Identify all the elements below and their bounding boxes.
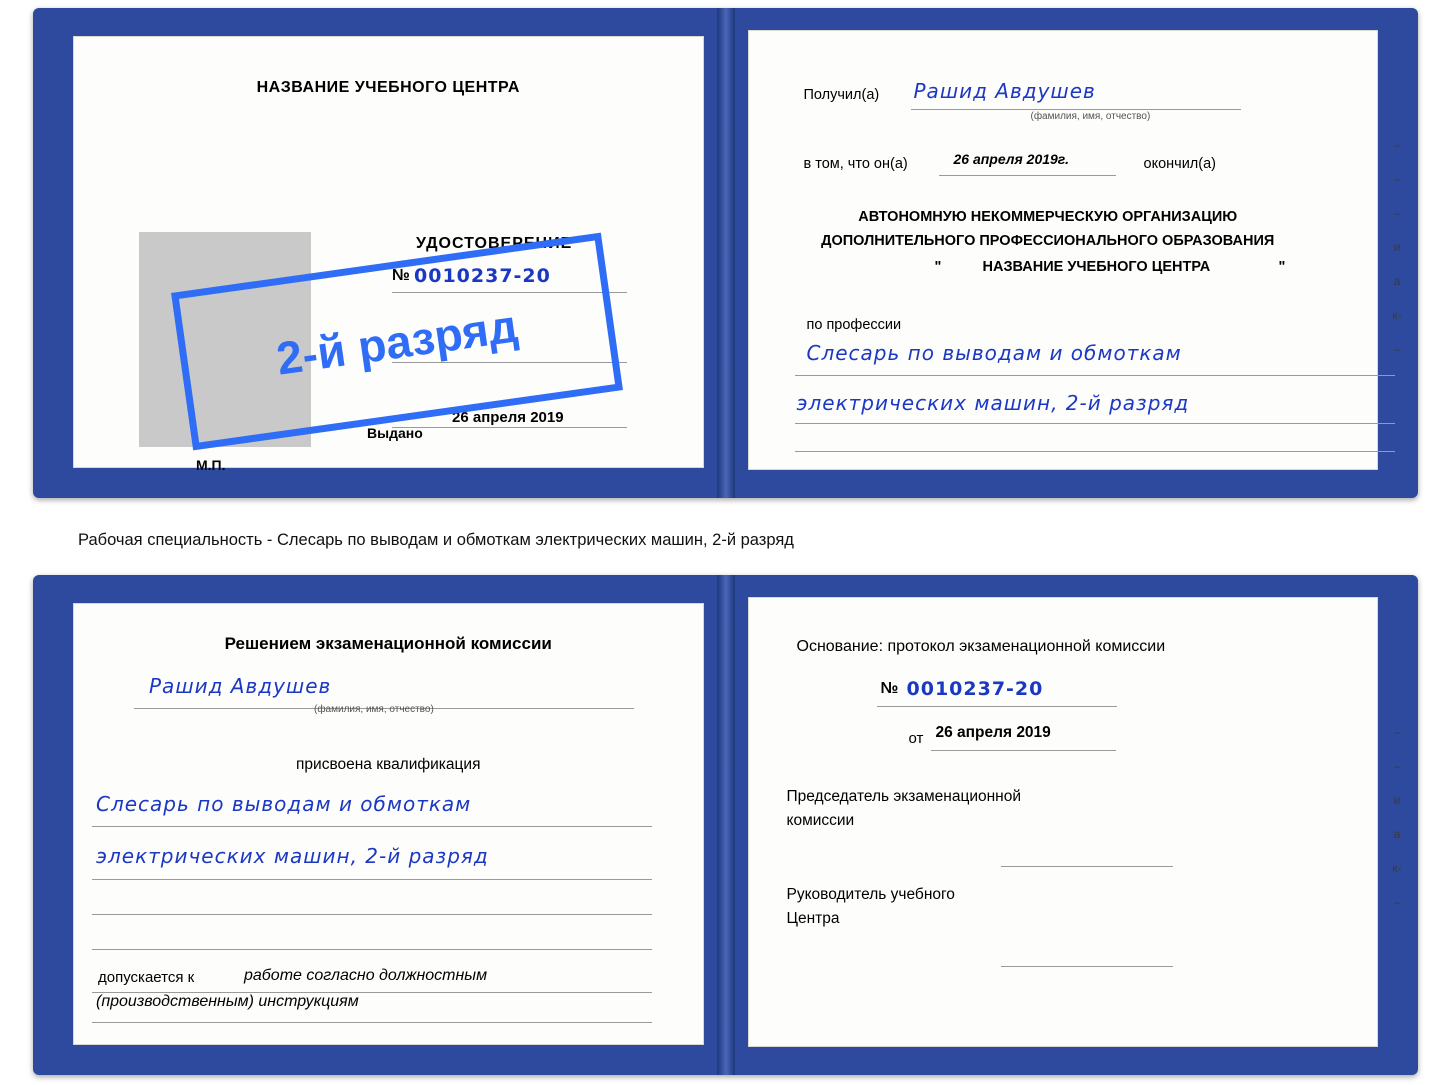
profession-line-2: электрических машин, 2-й разряд	[796, 391, 1190, 415]
number-symbol: №	[392, 267, 410, 284]
top-flap-column	[1382, 128, 1412, 366]
fio-hint: (фамилия, имя, отчество)	[1030, 111, 1151, 122]
qual-underline-2	[92, 879, 652, 880]
flap-char: и	[1393, 793, 1401, 807]
qualification-line-2: электрических машин, 2-й разряд	[96, 844, 489, 868]
watermark-text: 2-й разряд	[273, 298, 521, 385]
issued-label: Выдано	[367, 425, 423, 441]
book-spine	[717, 8, 735, 498]
certificate-bottom-book	[33, 575, 1418, 1075]
flap-char: –	[1393, 138, 1401, 152]
flap-char: –	[1393, 172, 1401, 186]
student-name: Рашид Авдушев	[149, 674, 332, 698]
qual-underline-1	[92, 826, 652, 827]
protocol-number: 0010237-20	[906, 678, 1044, 700]
quote-close: "	[1278, 259, 1286, 275]
from-date: 26 апреля 2019	[935, 724, 1051, 741]
allowed-underline-2	[92, 1022, 652, 1023]
issued-date: 26 апреля 2019	[452, 409, 564, 426]
received-label: Получил(а)	[803, 87, 880, 103]
flap-char: –	[1393, 895, 1401, 909]
allowed-value-2: (производственным) инструкциям	[96, 993, 359, 1010]
book-spine	[717, 575, 735, 1075]
allowed-value-1: работе согласно должностным	[244, 967, 488, 984]
profession-line-1: Слесарь по выводам и обмоткам	[806, 341, 1182, 365]
profession-underline-2	[795, 423, 1395, 424]
flap-char: а	[1393, 827, 1401, 841]
bottom-left-page	[73, 603, 704, 1045]
seal-label: М.П.	[196, 457, 226, 473]
from-date-underline	[931, 750, 1116, 751]
flap-char: –	[1393, 342, 1401, 356]
profession-label: по профессии	[806, 317, 902, 333]
org-line-1: АВТОНОМНУЮ НЕКОММЕРЧЕСКУЮ ОРГАНИЗАЦИЮ	[858, 209, 1238, 225]
flap-char: и	[1393, 240, 1401, 254]
document-title: УДОСТОВЕРЕНИЕ	[416, 235, 573, 252]
qual-underline-4	[92, 949, 652, 950]
flap-char: а	[1393, 274, 1401, 288]
flap-char: –	[1393, 206, 1401, 220]
basis-label: Основание: протокол экзаменационной комиссии	[796, 638, 1166, 655]
fio-hint: (фамилия, имя, отчество)	[314, 704, 434, 715]
from-label: от	[908, 730, 924, 747]
flap-char: –	[1393, 759, 1401, 773]
flap-char: к-	[1392, 308, 1402, 322]
quote-open: "	[934, 259, 942, 275]
allowed-label: допускается к	[98, 969, 195, 986]
that-he-label: в том, что он(а)	[803, 156, 908, 172]
top-right-page	[748, 30, 1379, 470]
chairman-line-2: комиссии	[786, 812, 855, 829]
received-underline	[911, 109, 1241, 110]
head-signature-line	[1001, 966, 1173, 967]
chairman-line-1: Председатель экзаменационной	[786, 788, 1021, 805]
profession-underline-1	[795, 375, 1395, 376]
certificate-number: 0010237-20	[414, 265, 551, 287]
number-symbol: №	[880, 680, 899, 697]
org-title: НАЗВАНИЕ УЧЕБНОГО ЦЕНТРА	[256, 79, 520, 96]
bottom-right-page	[748, 597, 1379, 1047]
finish-date-underline	[939, 175, 1116, 176]
org-name: НАЗВАНИЕ УЧЕБНОГО ЦЕНТРА	[982, 259, 1211, 275]
flap-char: к-	[1392, 861, 1402, 875]
org-line-2: ДОПОЛНИТЕЛЬНОГО ПРОФЕССИОНАЛЬНОГО ОБРАЗОВАНИЯ	[821, 233, 1275, 249]
head-line-2: Центра	[786, 910, 840, 927]
received-name: Рашид Авдушев	[913, 79, 1096, 103]
protocol-number-underline	[877, 706, 1117, 707]
qualification-label: присвоена квалификация	[296, 756, 481, 773]
qualification-line-1: Слесарь по выводам и обмоткам	[96, 792, 472, 816]
chairman-signature-line	[1001, 866, 1173, 867]
finish-date: 26 апреля 2019г.	[953, 151, 1069, 167]
profession-underline-3	[795, 451, 1395, 452]
head-line-1: Руководитель учебного	[786, 886, 955, 903]
qual-underline-3	[92, 914, 652, 915]
blank-line-2	[392, 427, 627, 428]
decision-title: Решением экзаменационной комиссии	[224, 634, 552, 653]
flap-char: –	[1393, 725, 1401, 739]
page-caption: Рабочая специальность - Слесарь по выводам и обмоткам электрических машин, 2-й разряд	[78, 531, 794, 549]
bottom-flap-column	[1382, 715, 1412, 919]
finished-label: окончил(а)	[1143, 156, 1216, 172]
